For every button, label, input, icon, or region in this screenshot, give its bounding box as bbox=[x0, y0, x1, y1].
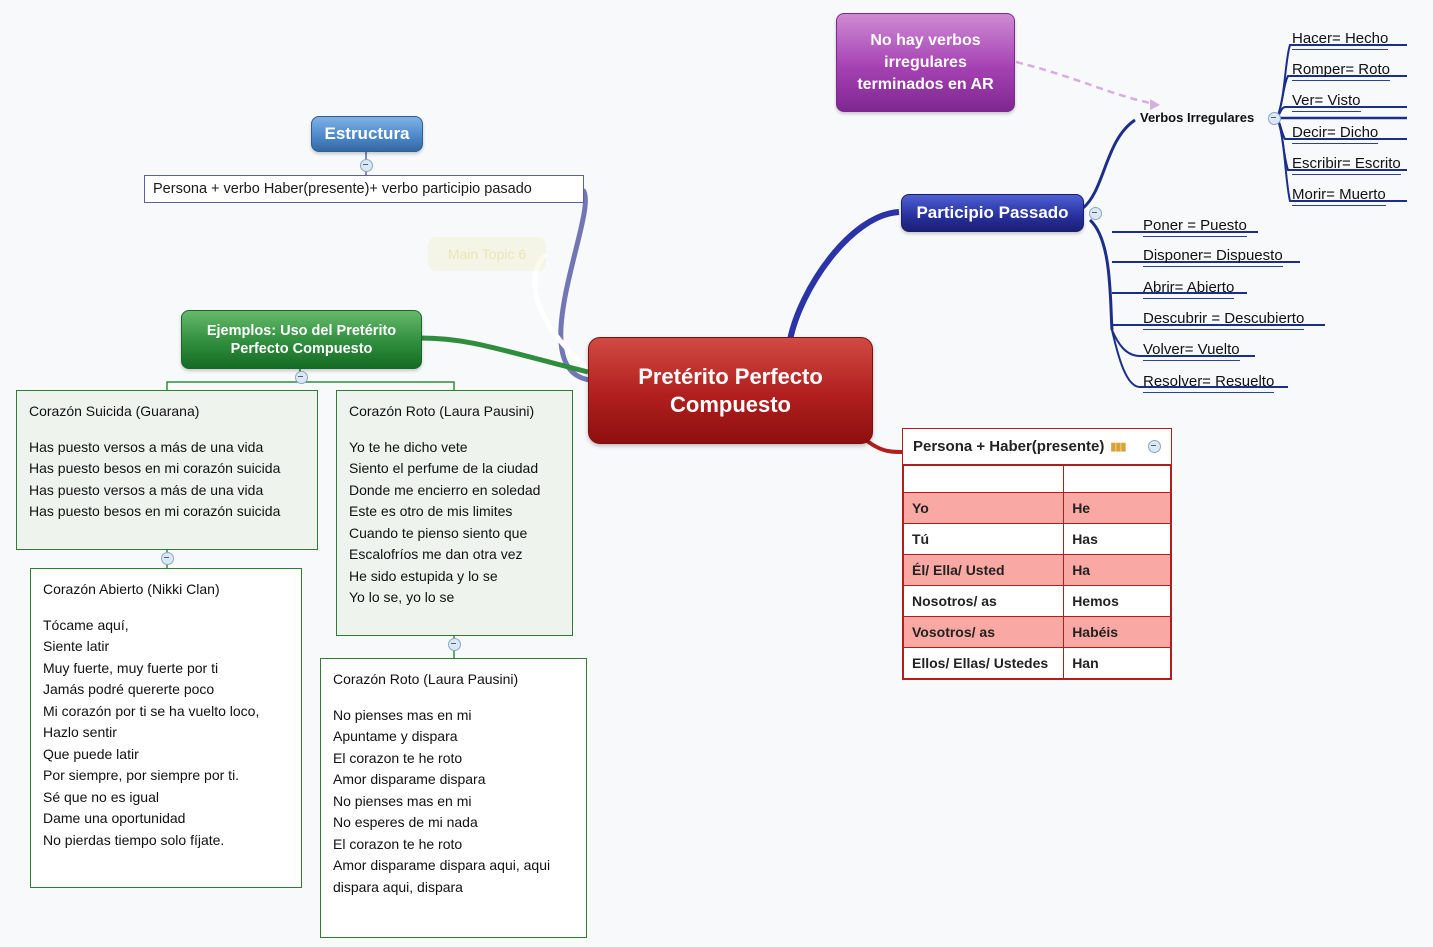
callout-line-1: No hay verbos bbox=[870, 31, 981, 49]
lyrics-line: Hazlo sentir bbox=[43, 724, 117, 740]
topic-ejemplos-line-2: Perfecto Compuesto bbox=[230, 340, 373, 357]
table-row[interactable] bbox=[904, 586, 1171, 617]
table-row[interactable] bbox=[904, 648, 1171, 679]
collapse-toggle-suicida[interactable] bbox=[161, 552, 174, 565]
table-row-blank bbox=[904, 466, 1171, 493]
leaf-romper[interactable]: Romper= Roto bbox=[1292, 61, 1390, 81]
lyrics-line: Tócame aquí, bbox=[43, 616, 129, 633]
leaf-resolver[interactable]: Resolver= Resuelto bbox=[1143, 373, 1274, 393]
topic-estructura[interactable] bbox=[311, 116, 423, 152]
verbos-irregulares-label: Verbos Irregulares bbox=[1140, 110, 1255, 125]
callout-no-hay-verbos[interactable] bbox=[836, 13, 1015, 112]
leaf-decir[interactable]: Decir= Dicho bbox=[1292, 124, 1378, 144]
cell-form: Has bbox=[1064, 524, 1171, 555]
lyrics-line: Donde me encierro en soledad bbox=[349, 481, 541, 498]
lyrics-line: Sé que no es igual bbox=[43, 788, 159, 805]
leaf-morir[interactable]: Morir= Muerto bbox=[1292, 186, 1386, 206]
lyrics-line: Que puede latir bbox=[43, 745, 139, 762]
leaf-descubrir[interactable]: Descubrir = Descubierto bbox=[1143, 310, 1304, 330]
lyrics-line: Siente latir bbox=[43, 638, 110, 654]
lyrics-title: Corazón Roto (Laura Pausini) bbox=[349, 403, 535, 419]
verbos-irregulares-title[interactable] bbox=[1140, 110, 1254, 125]
lyrics-line: Dame una oportunidad bbox=[43, 810, 186, 826]
collapse-toggle-ejemplos[interactable] bbox=[295, 371, 308, 384]
lyrics-line: Amor disparame dispara bbox=[333, 771, 486, 787]
lyrics-line: No pienses mas en mi bbox=[333, 792, 472, 809]
leaf-disponer[interactable]: Disponer= Dispuesto bbox=[1143, 247, 1283, 267]
topic-estructura-label: Estructura bbox=[324, 124, 410, 143]
topic-ejemplos-line-1: Ejemplos: Uso del Pretérito bbox=[206, 322, 397, 339]
cell-form: Han bbox=[1064, 648, 1171, 679]
topic-main-topic-6[interactable] bbox=[428, 237, 546, 271]
lyrics-line: Siento el perfume de la ciudad bbox=[349, 460, 539, 476]
estructura-formula-text: Persona + verbo Haber(presente)+ verbo participio pasado bbox=[153, 181, 532, 197]
lyrics-line: Escalofríos me dan otra vez bbox=[349, 546, 523, 562]
lyrics-line: Por siempre, por siempre por ti. bbox=[43, 767, 240, 783]
table-row[interactable] bbox=[904, 524, 1171, 555]
table-row[interactable] bbox=[904, 617, 1171, 648]
central-topic-label: Pretérito Perfecto Compuesto bbox=[638, 363, 823, 417]
leaf-ver[interactable]: Ver= Visto bbox=[1292, 92, 1361, 112]
cell-form: He bbox=[1064, 493, 1171, 524]
estructura-formula-box[interactable] bbox=[144, 175, 584, 203]
lyrics-line: Yo lo se, yo lo se bbox=[349, 589, 455, 605]
cell-person: Yo bbox=[904, 493, 1064, 524]
chart-icon: ▮▮▮ bbox=[1110, 441, 1126, 453]
lyrics-line: Amor disparame dispara aqui, aqui bbox=[333, 857, 551, 873]
lyrics-line: No esperes de mi nada bbox=[333, 814, 478, 830]
lyrics-corazon-roto-1[interactable] bbox=[336, 390, 573, 636]
lyrics-title: Corazón Suicida (Guarana) bbox=[29, 403, 200, 419]
callout-line-2: irregulares bbox=[884, 53, 967, 71]
table-title-label: Persona + Haber(presente) bbox=[913, 438, 1105, 455]
haber-conjugation-table[interactable] bbox=[902, 428, 1172, 680]
lyrics-line: Has puesto besos en mi corazón suicida bbox=[29, 503, 281, 519]
collapse-toggle-table[interactable] bbox=[1148, 440, 1161, 453]
lyrics-line: El corazon te he roto bbox=[333, 835, 463, 852]
cell-form: Ha bbox=[1064, 555, 1171, 586]
lyrics-line: Cuando te pienso siento que bbox=[349, 524, 528, 541]
topic-participio-label: Participio Passado bbox=[916, 203, 1069, 222]
leaf-hacer[interactable]: Hacer= Hecho bbox=[1292, 30, 1388, 50]
leaf-volver[interactable]: Volver= Vuelto bbox=[1143, 341, 1240, 361]
lyrics-corazon-abierto[interactable] bbox=[30, 568, 302, 888]
lyrics-line: Apuntame y dispara bbox=[333, 728, 458, 744]
lyrics-title: Corazón Abierto (Nikki Clan) bbox=[43, 581, 220, 597]
cell-person: Nosotros/ as bbox=[904, 586, 1064, 617]
lyrics-corazon-suicida[interactable] bbox=[16, 390, 318, 550]
lyrics-line: No pierdas tiempo solo fíjate. bbox=[43, 831, 225, 848]
cell-form: Hemos bbox=[1064, 586, 1171, 617]
topic-main-topic-6-label: Main Topic 6 bbox=[447, 246, 527, 262]
lyrics-line: Mi corazón por ti se ha vuelto loco, bbox=[43, 702, 260, 719]
leaf-poner[interactable]: Poner = Puesto bbox=[1143, 217, 1247, 237]
lyrics-line: Has puesto versos a más de una vida bbox=[29, 438, 264, 455]
table-row[interactable] bbox=[904, 493, 1171, 524]
table-title-row bbox=[903, 429, 1171, 465]
callout-line-3: terminados en AR bbox=[857, 75, 994, 93]
collapse-toggle-estructura[interactable] bbox=[360, 159, 373, 172]
cell-form: Habéis bbox=[1064, 617, 1171, 648]
collapse-toggle-participio[interactable] bbox=[1089, 207, 1102, 220]
cell-person: Tú bbox=[904, 524, 1064, 555]
lyrics-line: Muy fuerte, muy fuerte por ti bbox=[43, 659, 219, 676]
conjugation-table bbox=[903, 465, 1171, 679]
cell-person: Ellos/ Ellas/ Ustedes bbox=[904, 648, 1064, 679]
cell-person: Él/ Ella/ Usted bbox=[904, 555, 1064, 586]
collapse-toggle-roto1[interactable] bbox=[448, 638, 461, 651]
cell-person: Vosotros/ as bbox=[904, 617, 1064, 648]
table-row[interactable] bbox=[904, 555, 1171, 586]
leaf-abrir[interactable]: Abrir= Abierto bbox=[1143, 279, 1234, 299]
central-topic[interactable] bbox=[588, 337, 873, 444]
lyrics-line: No pienses mas en mi bbox=[333, 706, 472, 723]
lyrics-line: He sido estupida y lo se bbox=[349, 567, 498, 584]
lyrics-line: El corazon te he roto bbox=[333, 749, 463, 766]
lyrics-line: Jamás podré quererte poco bbox=[43, 681, 215, 697]
lyrics-line: Has puesto versos a más de una vida bbox=[29, 481, 264, 498]
lyrics-corazon-roto-2[interactable] bbox=[320, 658, 587, 938]
lyrics-title: Corazón Roto (Laura Pausini) bbox=[333, 671, 519, 687]
lyrics-line: Este es otro de mis limites bbox=[349, 503, 513, 519]
lyrics-line: Has puesto besos en mi corazón suicida bbox=[29, 460, 281, 476]
topic-participio-passado[interactable] bbox=[901, 194, 1084, 232]
lyrics-line: Yo te he dicho vete bbox=[349, 438, 468, 455]
topic-ejemplos[interactable] bbox=[181, 310, 422, 369]
leaf-escribir[interactable]: Escribir= Escrito bbox=[1292, 155, 1401, 175]
collapse-toggle-verbos-irregulares[interactable] bbox=[1268, 112, 1281, 125]
lyrics-line: dispara aqui, dispara bbox=[333, 878, 463, 895]
